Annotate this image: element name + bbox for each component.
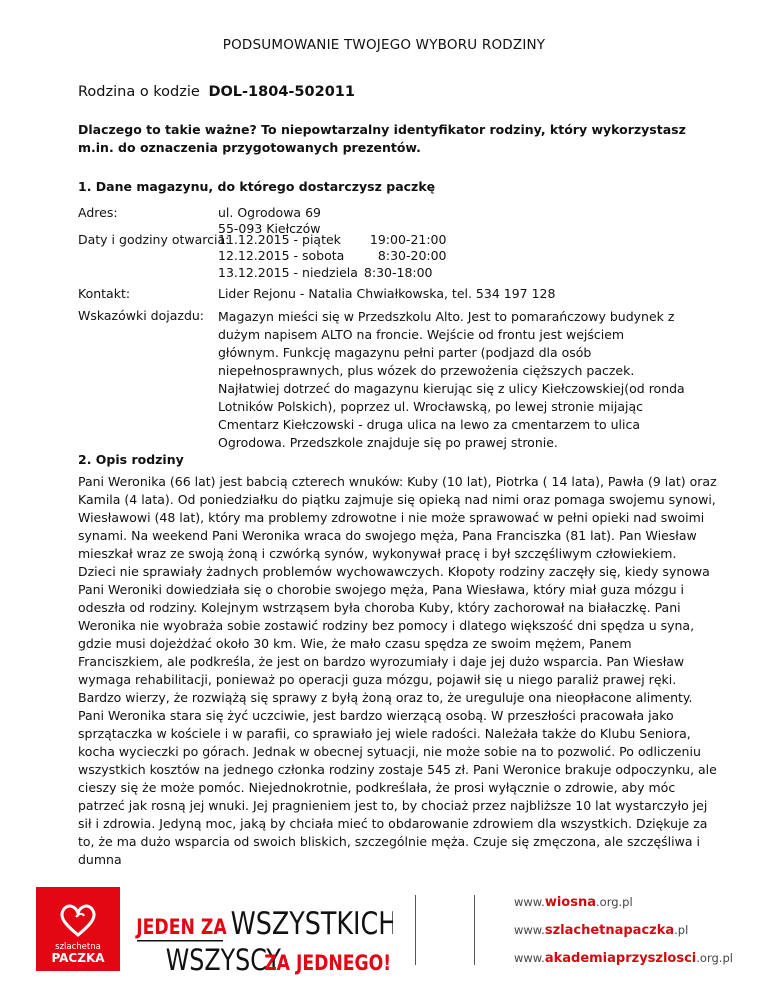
hours-label: Daty i godziny otwarcia: xyxy=(78,232,230,247)
address-line1: ul. Ogrodowa 69 xyxy=(218,205,321,220)
link-suffix: .pl xyxy=(674,923,689,937)
link-prefix: www. xyxy=(514,951,545,965)
slogan-part1: JEDEN ZA xyxy=(136,914,227,940)
link-prefix: www. xyxy=(514,923,545,937)
link-akademiaprzyszlosci[interactable] xyxy=(514,951,733,966)
contact-value: Lider Rejonu - Natalia Chwiałkowska, tel. 534 197 128 xyxy=(218,286,556,301)
hours-date: 13.12.2015 - niedziela xyxy=(218,264,358,280)
footer-divider xyxy=(474,895,475,965)
hours-time: 19:00-21:00 xyxy=(369,232,447,247)
directions-text xyxy=(218,308,688,452)
family-code-label: Rodzina o kodzie xyxy=(78,84,200,100)
szlachetna-paczka-logo xyxy=(36,887,120,971)
directions-paragraph: Magazyn mieści się w Przedszkolu Alto. Jest to pomarańczowy budynek z dużym napisem ALTO na froncie. Wejście od frontu jest wejściem głównym. Funkcję magazynu pełni parter (podjazd dla osób niepełnosprawnych, plus wózek do przewożenia cięższych paczek. xyxy=(218,309,675,378)
link-name: szlachetnapaczka xyxy=(544,923,675,938)
footer-divider xyxy=(415,895,416,965)
slogan-part3: WSZYSCY xyxy=(165,943,281,978)
logo-line1: szlachetna xyxy=(55,942,101,952)
link-wiosna[interactable] xyxy=(514,895,633,910)
address-line2: 55-093 Kiełczów xyxy=(218,221,321,237)
logo-line2: PACZKA xyxy=(51,951,105,965)
hours-date: 12.12.2015 - sobota xyxy=(218,248,345,264)
hours-row xyxy=(78,232,698,282)
family-code: DOL-1804-502011 xyxy=(208,84,355,100)
family-heading: 2. Opis rodziny xyxy=(78,452,184,467)
slogan-part2: WSZYSTKICH xyxy=(230,905,393,942)
warehouse-heading: 1. Dane magazynu, do którego dostarczysz paczkę xyxy=(78,179,436,194)
family-code-line xyxy=(78,84,355,100)
slogan-graphic xyxy=(133,880,393,980)
slogan xyxy=(133,880,393,980)
link-suffix: .org.pl xyxy=(596,895,633,909)
contact-row xyxy=(78,286,698,304)
hours-table xyxy=(218,232,447,281)
slogan-part4: ZA JEDNEGO! xyxy=(264,950,392,976)
contact-label: Kontakt: xyxy=(78,286,131,301)
hours-date: 11.12.2015 - piątek xyxy=(218,232,341,247)
description-paragraph: Pani Weronika (66 lat) jest babcią czterech wnuków: Kuby (10 lat), Piotrka ( 14 lata), Pawła (9 lat) oraz Kamila (4 lata). Od poniedziałku do piątku zajmuje się opieką nad nimi oraz pomaga swojemu synowi, Wiesławowi (48 lat), który ma problemy zdrowotne i nie może sprawować w pełni opieki nad swoimi synami. Na weekend Pani Weronika wraca do swojego męża, Pana Franciszka (81 lat). Pan Wiesław mieszkał wraz ze swoją żoną i czwórką synów, wykonywał pracę i był szczęśliwym człowiekiem. xyxy=(78,474,717,561)
link-suffix: .org.pl xyxy=(696,951,733,965)
hours-value xyxy=(218,232,447,281)
why-important-note: Dlaczego to takie ważne? To niepowtarzalny identyfikator rodziny, który wykorzystasz m.in. do oznaczenia przygotowanych prezentów. xyxy=(78,122,686,155)
family-description xyxy=(78,473,718,869)
hours-entry xyxy=(218,248,447,264)
description-paragraph: Dzieci nie sprawiały żadnych problemów wychowawczych. Kłopoty rodziny zaczęły się, kiedy synowa Pani Weroniki dowiedziała się o chorobie swojego męża, Pana Wiesława, który miał guza mózgu i odeszła od rodziny. Kolejnym wstrząsem była choroba Kuby, który zachorował na białaczkę. Pani Weronika nie wyobraża sobie zostawić rodziny bez pomocy i dlatego większość dni spędza u syna, gdzie musi dojeżdżać około 30 km. Wie, że mało czasu spędza ze swoim mężem, Panem Franciszkiem, ale podkreśla, że jest on bardzo wyrozumiały i daje jej dużo wsparcia. Pan Wiesław wymaga rehabilitacji, ponieważ po operacji guza mózgu, pojawił się u niego paraliż prawej ręki. Bardzo wierzy, że rozwiążą się sprawy z byłą żoną oraz to, że ureguluje ona nieopłacone alimenty. Pani Weronika stara się żyć uczciwie, jest bardzo wierzącą osobą. W przeszłości pracowała jako sprzątaczka w kościele i w parafii, co sprawiało jej wiele radości. Należała także do Klubu Seniora, kocha wycieczki po górach. Jednak w obecnej sytuacji, nie może sobie na to pozwolić. Po odliczeniu wszystkich kosztów na jednego członka rodziny zostaje 545 zł. Pani Weronice brakuje odpoczynku, ale cieszy się że może pomóc. Niejednokrotnie, podkreślała, że prosi wyłącznie o zdrowie, aby móc patrzeć jak rosną jej wnuki. Jej pragnieniem jest to, by chociaż przez najbliższe 10 lat wystarczyło jej sił i zdrowia. Jedyną moc, jaką by chciała mieć to obdarowanie zdrowiem dla wszystkich. Dziękuje za to, że ma dużo wsparcia od swoich bliskich, szczególnie męża. Czuje się zmęczona, ale szczęśliwa i dumna xyxy=(78,564,717,867)
heart-icon xyxy=(36,887,120,971)
hours-time: 8:30-20:00 xyxy=(377,248,447,264)
directions-label: Wskazówki dojazdu: xyxy=(78,308,205,323)
hours-time: 8:30-18:00 xyxy=(363,264,433,280)
link-prefix: www. xyxy=(514,895,545,909)
hours-entry xyxy=(218,232,447,248)
directions-label-row xyxy=(78,308,218,326)
directions-paragraph: Najłatwiej dotrzeć do magazynu kierując się z ulicy Kiełczowskiej(od ronda Lotników Polskich), poprzez ul. Wrocławską, po lewej stronie mijając Cmentarz Kiełczowski - druga ulica na lewo za cmentarzem to ulica Ogrodowa. Przedszkole znajduje się po prawej stronie. xyxy=(218,381,685,450)
hours-entry xyxy=(218,265,447,281)
link-name: wiosna xyxy=(544,895,596,910)
link-name: akademiaprzyszlosci xyxy=(544,951,697,966)
address-label: Adres: xyxy=(78,205,118,220)
page-title: PODSUMOWANIE TWOJEGO WYBORU RODZINY xyxy=(222,37,546,53)
link-szlachetnapaczka[interactable] xyxy=(514,923,688,938)
